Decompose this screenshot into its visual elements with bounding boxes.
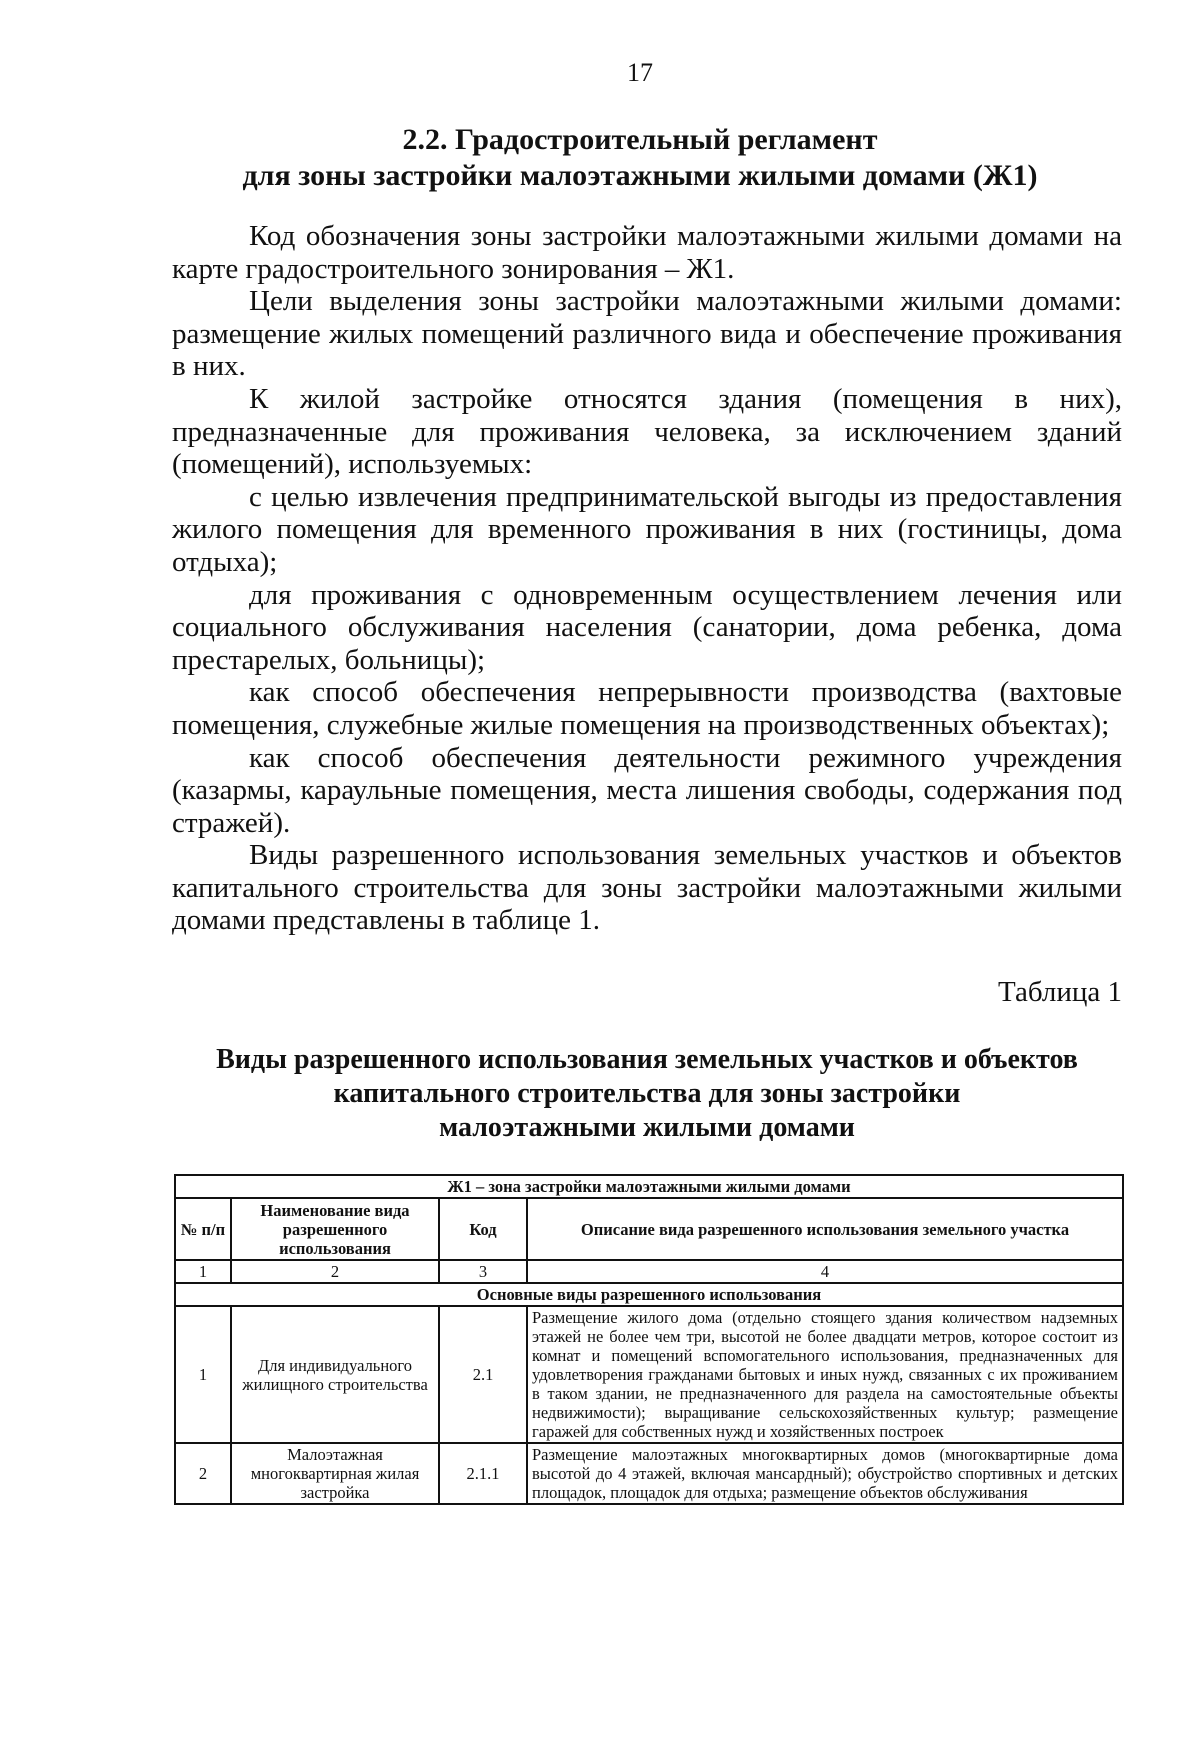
- paragraph-residential-definition: К жилой застройке относятся здания (помещения в них), предназначенные для проживания человека, за исключением зданий (помещений), используемых:: [172, 382, 1122, 481]
- row-name: Малоэтажная многоквартирная жилая застройка: [231, 1443, 439, 1504]
- paragraph-exclusion-production: как способ обеспечения непрерывности производства (вахтовые помещения, служебные жилые помещения на производственных объектах);: [172, 676, 1122, 741]
- row-num: 2: [175, 1443, 231, 1504]
- col-index: 3: [439, 1260, 527, 1283]
- table-row: [175, 1443, 1123, 1504]
- col-header-num: № п/п: [175, 1198, 231, 1260]
- table-row: [175, 1306, 1123, 1443]
- table-caption: Таблица 1: [997, 976, 1122, 1008]
- col-header-desc: Описание вида разрешенного использования земельного участка: [527, 1198, 1123, 1260]
- section-row-main-uses: Основные виды разрешенного использования: [175, 1283, 1123, 1306]
- col-header-name: Наименование вида разрешенного использования: [231, 1198, 439, 1260]
- paragraph-table-reference: Виды разрешенного использования земельных участков и объектов капитального строительства для зоны застройки малоэтажными жилыми домами представлены в таблице 1.: [172, 839, 1122, 937]
- row-code: 2.1.1: [439, 1443, 527, 1504]
- table-title-line2: капитального строительства для зоны застройки: [333, 1078, 961, 1109]
- page-number: 17: [627, 58, 653, 87]
- row-desc: Размещение малоэтажных многоквартирных домов (многоквартирные дома высотой до 4 этажей, включая мансардный); обустройство спортивных и детских площадок, площадок для отдыха; размещение объектов обслуживания: [527, 1443, 1123, 1504]
- row-num: 1: [175, 1306, 231, 1443]
- col-index: 1: [175, 1260, 231, 1283]
- col-index: 4: [527, 1260, 1123, 1283]
- section-heading-line2: для зоны застройки малоэтажными жилыми домами (Ж1): [242, 159, 1038, 192]
- table-title-line3: малоэтажными жилыми домами: [439, 1112, 855, 1143]
- paragraph-zone-goals: Цели выделения зоны застройки малоэтажными жилыми домами: размещение жилых помещений различного вида и обеспечение проживания в них.: [172, 285, 1122, 383]
- table-title: [172, 1043, 1122, 1145]
- row-code: 2.1: [439, 1306, 527, 1443]
- paragraph-zone-code: Код обозначения зоны застройки малоэтажными жилыми домами на карте градостроительного зонирования – Ж1.: [172, 220, 1122, 285]
- paragraph-exclusion-institution: как способ обеспечения деятельности режимного учреждения (казармы, караульные помещения, места лишения свободы, содержания под стражей).: [172, 741, 1122, 839]
- row-desc: Размещение жилого дома (отдельно стоящего здания количеством надземных этажей не более чем три, высотой не более двадцати метров, которое состоит из комнат и помещений вспомогательного использования, предназначенных для удовлетворения гражданами бытовых и иных нужд, связанных с их проживанием в таком здании, не предназначенного для раздела на самостоятельные объекты недвижимости); выращивание сельскохозяйственных культур; размещение гаражей для собственных нужд и хозяйственных построек: [527, 1306, 1123, 1443]
- body-text: [172, 220, 1122, 937]
- paragraph-exclusion-profit: с целью извлечения предпринимательской выгоды из предоставления жилого помещения для временного проживания в них (гостиницы, дома отдыха);: [172, 480, 1122, 578]
- permitted-use-table: [174, 1174, 1124, 1505]
- section-heading-line1: 2.2. Градостроительный регламент: [402, 123, 878, 156]
- zone-header-cell: Ж1 – зона застройки малоэтажными жилыми домами: [175, 1175, 1123, 1198]
- table-title-line1: Виды разрешенного использования земельных участков и объектов: [216, 1044, 1078, 1075]
- paragraph-exclusion-treatment: для проживания с одновременным осуществлением лечения или социального обслуживания населения (санатории, дома ребенка, дома престарелых, больницы);: [172, 578, 1122, 676]
- col-index: 2: [231, 1260, 439, 1283]
- row-name: Для индивидуального жилищного строительства: [231, 1306, 439, 1443]
- col-header-code: Код: [439, 1198, 527, 1260]
